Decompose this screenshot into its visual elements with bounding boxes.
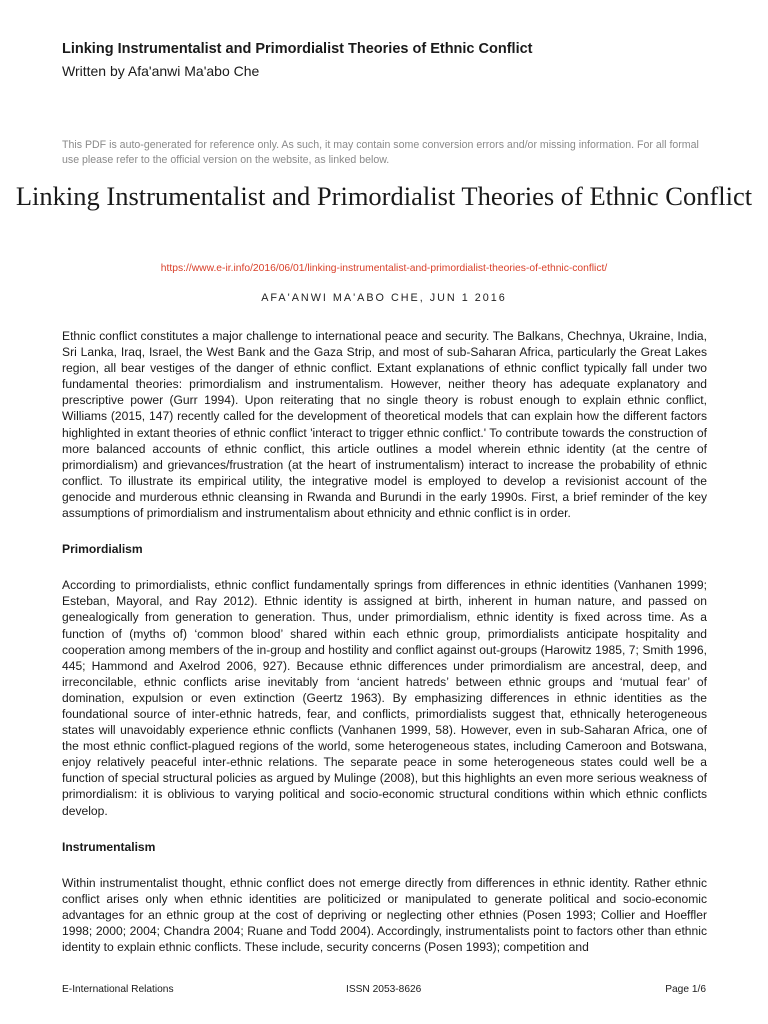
pdf-header-title: Linking Instrumentalist and Primordialist Theories of Ethnic Conflict xyxy=(62,41,533,57)
conversion-notice: This PDF is auto-generated for reference only. As such, it may contain some conversion errors and/or missing information. For all formal use please refer to the official version on the website, as linked below. xyxy=(62,139,699,166)
section-heading-instrumentalism: Instrumentalism xyxy=(62,839,156,854)
pdf-header-author: Written by Afa'anwi Ma'abo Che xyxy=(62,63,260,79)
primordialism-paragraph: According to primordialists, ethnic conflict fundamentally springs from differences in ethnic identities (Vanhanen 1999; Esteban, Mayoral, and Ray 2012). Ethnic identity is assigned at birth, inherent in human nature, and passed on genealogically from generation to generation. Thus, under primordialism, ethnic identity is fixed across time. As a function of (myths of) ‘common blood’ shared within each ethnic group, primordialists anticipate hospitality and cooperation among members of the in-group and hostility and conflict against out-groups (Harowitz 1985, 7; Smith 1996, 445; Hammond and Axelrod 2006, 927). Because ethnic differences under primordialism are ancestral, deep, and irreconcilable, ethnic conflicts arise inevitably from ‘ancient hatreds’ between ethnic groups and ‘mutual fear’ of domination, expulsion or even extinction (Geertz 1963). By emphasizing differences in ethnic identities as the foundational source of inter-ethnic hatreds, fear, and conflicts, primordialists suggest that, ethnically heterogeneous states will unavoidably experience ethnic conflicts (Vanhanen 1999, 58). However, even in sub-Saharan Africa, one of the most ethnic conflict-plagued regions of the world, some heterogeneous states, including Cameroon and Botswana, enjoy relatively peaceful inter-ethnic relations. The separate peace in some heterogeneous states could well be a function of special structural policies as argued by Mulinge (2008), but this highlights an even more serious weakness of primordialism: it is oblivious to varying political and socio-economic structural conditions within which ethnic conflicts develop. xyxy=(62,578,707,818)
article-body xyxy=(62,328,707,975)
footer-publisher: E-International Relations xyxy=(62,984,174,995)
article-byline: AFA'ANWI MA'ABO CHE, JUN 1 2016 xyxy=(261,292,507,304)
article-url-link[interactable]: https://www.e-ir.info/2016/06/01/linking-instrumentalist-and-primordialist-theories-of-ethnic-conflict/ xyxy=(160,263,608,274)
footer-page-number: Page 1/6 xyxy=(665,984,706,995)
section-heading-primordialism: Primordialism xyxy=(62,542,143,557)
footer-issn: ISSN 2053-8626 xyxy=(346,984,422,995)
instrumentalism-paragraph: Within instrumentalist thought, ethnic conflict does not emerge directly from differences in ethnic identity. Rather ethnic conflict arises only when ethnic identities are politicized or manipulated to generate political and socio-economic advantages for an ethnic group at the cost of depriving or neglecting other ethnies (Posen 1993; Collier and Hoeffler 1998; 2000; 2004; Chandra 2004; Ruane and Todd 2004). Accordingly, instrumentalists point to factors other than ethnic identity to explain ethnic conflicts. These include, security concerns (Posen 1993); competition and xyxy=(62,875,707,955)
intro-paragraph: Ethnic conflict constitutes a major challenge to international peace and security. The Balkans, Chechnya, Ukraine, India, Sri Lanka, Iraq, Israel, the West Bank and the Gaza Strip, and most of sub-Saharan Africa, particularly the Great Lakes region, all bear vestiges of the danger of ethnic conflict. Extant explanations of ethnic conflict typically fall under two fundamental theories: primordialism and instrumentalism. However, neither theory has adequate explanatory and prescriptive power (Gurr 1994). Upon reiterating that no single theory is robust enough to explain ethnic conflict, Williams (2015, 147) recently called for the development of theoretical models that can explain how the different factors highlighted in extant theories of ethnic conflict 'interact to trigger ethnic conflict.' To contribute towards the construction of more balanced accounts of ethnic conflict, this article outlines a model wherein ethnic identity (at the centre of primordialism) and grievances/frustration (at the heart of instrumentalism) interact to increase the probability of ethnic conflict. To illustrate its empirical utility, the integrative model is employed to develop a revisionist account of the genocide and murderous ethnic cleansing in Rwanda and Burundi in the early 1990s. First, a brief reminder of the key assumptions of primordialism and instrumentalism about ethnicity and ethnic conflict is in order. xyxy=(62,329,707,521)
article-title: Linking Instrumentalist and Primordialist Theories of Ethnic Conflict xyxy=(15,181,753,211)
